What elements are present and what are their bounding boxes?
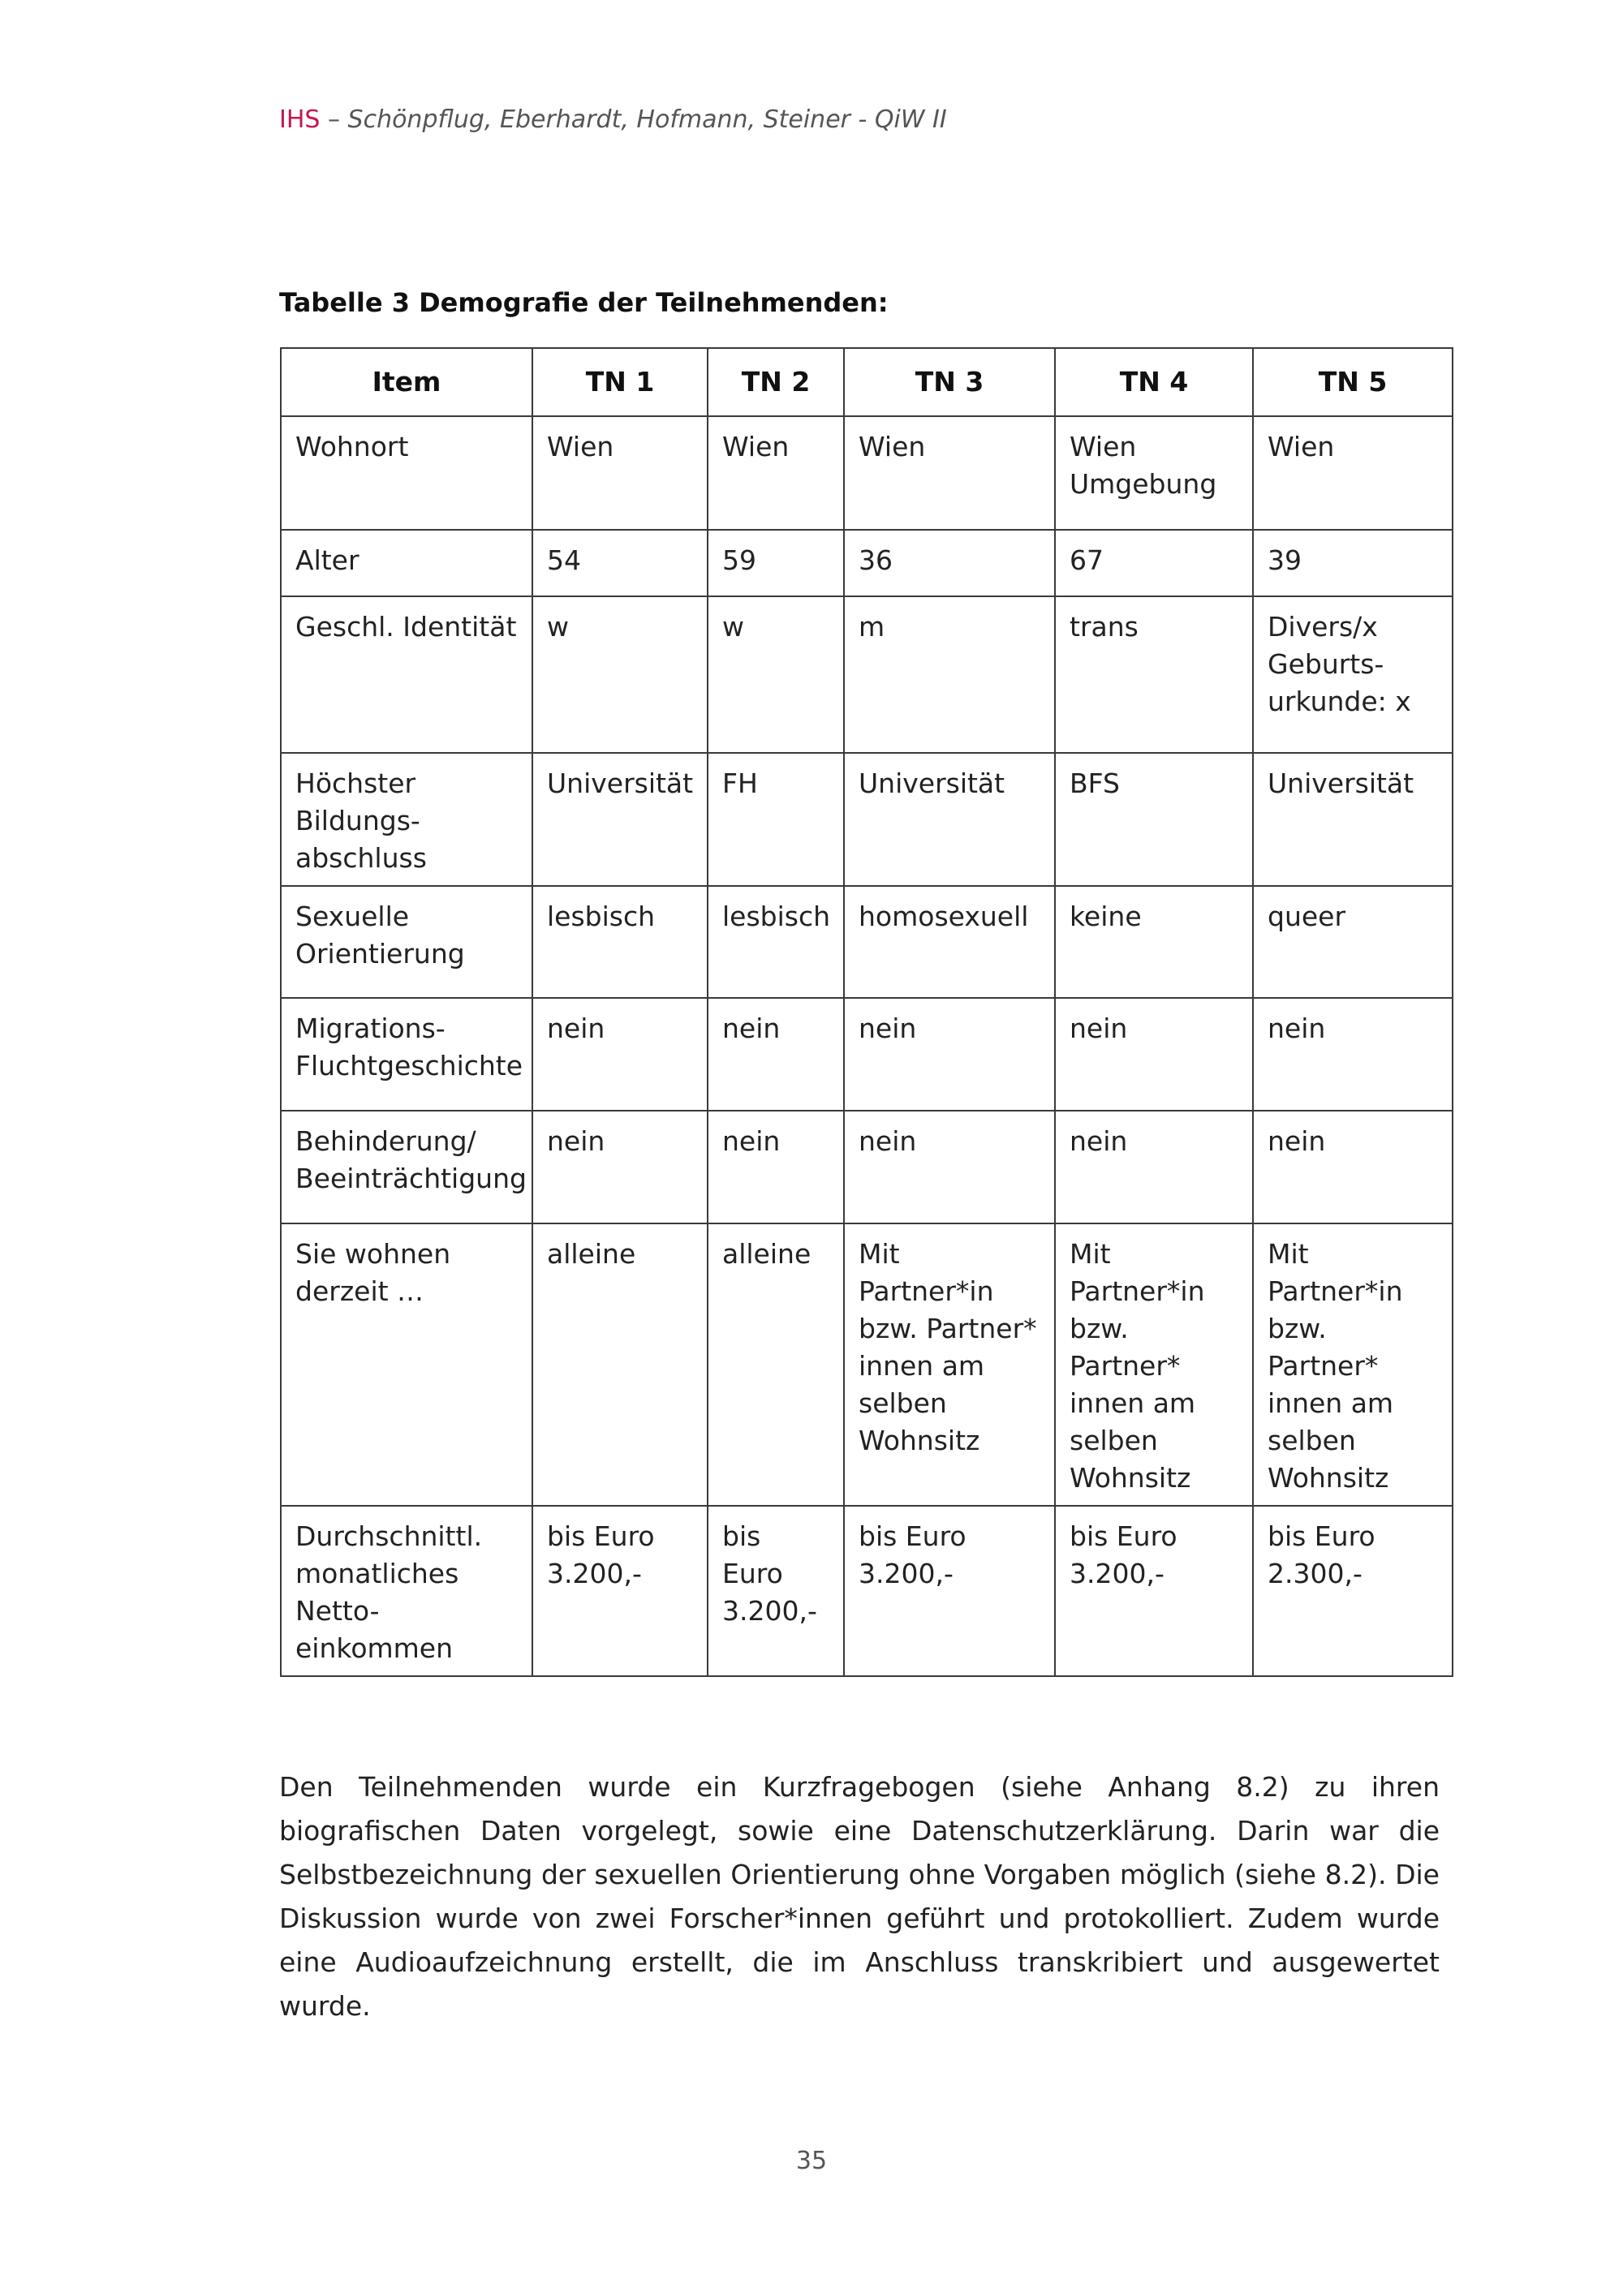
table-row (281, 530, 1453, 596)
table-cell: Mit Partner*in bzw. Partner* innen am selben Wohnsitz (1253, 1223, 1453, 1506)
table-cell: alleine (708, 1223, 844, 1506)
column-header: Item (281, 348, 532, 416)
table-cell: queer (1253, 886, 1453, 998)
table-cell: Mit Partner*in bzw. Partner* innen am selben Wohnsitz (844, 1223, 1055, 1506)
row-label: Wohnort (281, 416, 532, 530)
demographics-table (280, 347, 1453, 1677)
table-cell: lesbisch (532, 886, 708, 998)
header-brand: IHS (279, 105, 321, 134)
row-label: Alter (281, 530, 532, 596)
table-cell: bis Euro 2.300,- (1253, 1506, 1453, 1676)
column-header: TN 1 (532, 348, 708, 416)
row-label: Höchster Bildungs- abschluss (281, 753, 532, 886)
table-cell: Wien (1253, 416, 1453, 530)
body-paragraph: Den Teilnehmenden wurde ein Kurzfragebogen (siehe Anhang 8.2) zu ihren biografischen Daten vorgelegt, sowie eine Datenschutzerklärung. Darin war die Selbstbezeichnung der sexuellen Orientierung ohne Vorgaben möglich (siehe 8.2). Die Diskussion wurde von zwei Forscher*innen geführt und protokolliert. Zudem wurde eine Audioaufzeichnung erstellt, die im Anschluss transkribiert und ausgewertet wurde. (279, 1771, 1440, 2022)
table-row (281, 1111, 1453, 1223)
table-cell: BFS (1055, 753, 1253, 886)
table-cell: 54 (532, 530, 708, 596)
header-separator: – (320, 105, 348, 134)
table-cell: Divers/x Geburts- urkunde: x (1253, 596, 1453, 753)
table-cell: nein (1055, 998, 1253, 1111)
table-cell: 39 (1253, 530, 1453, 596)
table-cell: Wien (844, 416, 1055, 530)
header-authors: Schönpflug, Eberhardt, Hofmann, Steiner - QiW II (347, 105, 947, 134)
table-cell: nein (532, 1111, 708, 1223)
row-label: Behinderung/ Beeinträchtigung (281, 1111, 532, 1223)
row-label: Durchschnittl. monatliches Netto- einkommen (281, 1506, 532, 1676)
row-label: Sie wohnen derzeit … (281, 1223, 532, 1506)
table-cell: keine (1055, 886, 1253, 998)
table-cell: nein (532, 998, 708, 1111)
table-cell: nein (844, 1111, 1055, 1223)
running-header (279, 105, 947, 134)
table-cell: Universität (532, 753, 708, 886)
table-cell: Mit Partner*in bzw. Partner* innen am selben Wohnsitz (1055, 1223, 1253, 1506)
table-header-row (281, 348, 1453, 416)
table-cell: w (708, 596, 844, 753)
row-label: Migrations- Fluchtgeschichte (281, 998, 532, 1111)
page-number: 35 (795, 2147, 828, 2175)
table-cell: Wien (708, 416, 844, 530)
table-cell: alleine (532, 1223, 708, 1506)
table-cell: Wien (532, 416, 708, 530)
table-cell: bis Euro 3.200,- (844, 1506, 1055, 1676)
table-cell: bis Euro 3.200,- (1055, 1506, 1253, 1676)
table-cell: w (532, 596, 708, 753)
table-cell: homosexuell (844, 886, 1055, 998)
table-row (281, 998, 1453, 1111)
table-cell: m (844, 596, 1055, 753)
table-cell: 59 (708, 530, 844, 596)
table-cell: nein (1055, 1111, 1253, 1223)
table-cell: trans (1055, 596, 1253, 753)
table-cell: nein (1253, 1111, 1453, 1223)
table-cell: nein (844, 998, 1055, 1111)
row-label: Sexuelle Orientierung (281, 886, 532, 998)
column-header: TN 3 (844, 348, 1055, 416)
column-header: TN 4 (1055, 348, 1253, 416)
table-row (281, 886, 1453, 998)
table-cell: bis Euro 3.200,- (532, 1506, 708, 1676)
column-header: TN 2 (708, 348, 844, 416)
table-row (281, 596, 1453, 753)
table-cell: nein (1253, 998, 1453, 1111)
row-label: Geschl. Identität (281, 596, 532, 753)
table-row (281, 416, 1453, 530)
table-cell: Universität (1253, 753, 1453, 886)
table-cell: nein (708, 1111, 844, 1223)
table-row (281, 1223, 1453, 1506)
table-cell: FH (708, 753, 844, 886)
table-row (281, 1506, 1453, 1676)
table-cell: nein (708, 998, 844, 1111)
table-cell: Universität (844, 753, 1055, 886)
table-cell: lesbisch (708, 886, 844, 998)
table-cell: 67 (1055, 530, 1253, 596)
table-cell: Wien Umgebung (1055, 416, 1253, 530)
table-caption: Tabelle 3 Demografie der Teilnehmenden: (279, 287, 889, 318)
column-header: TN 5 (1253, 348, 1453, 416)
table-cell: 36 (844, 530, 1055, 596)
table-row (281, 753, 1453, 886)
table-cell: bis Euro 3.200,- (708, 1506, 844, 1676)
